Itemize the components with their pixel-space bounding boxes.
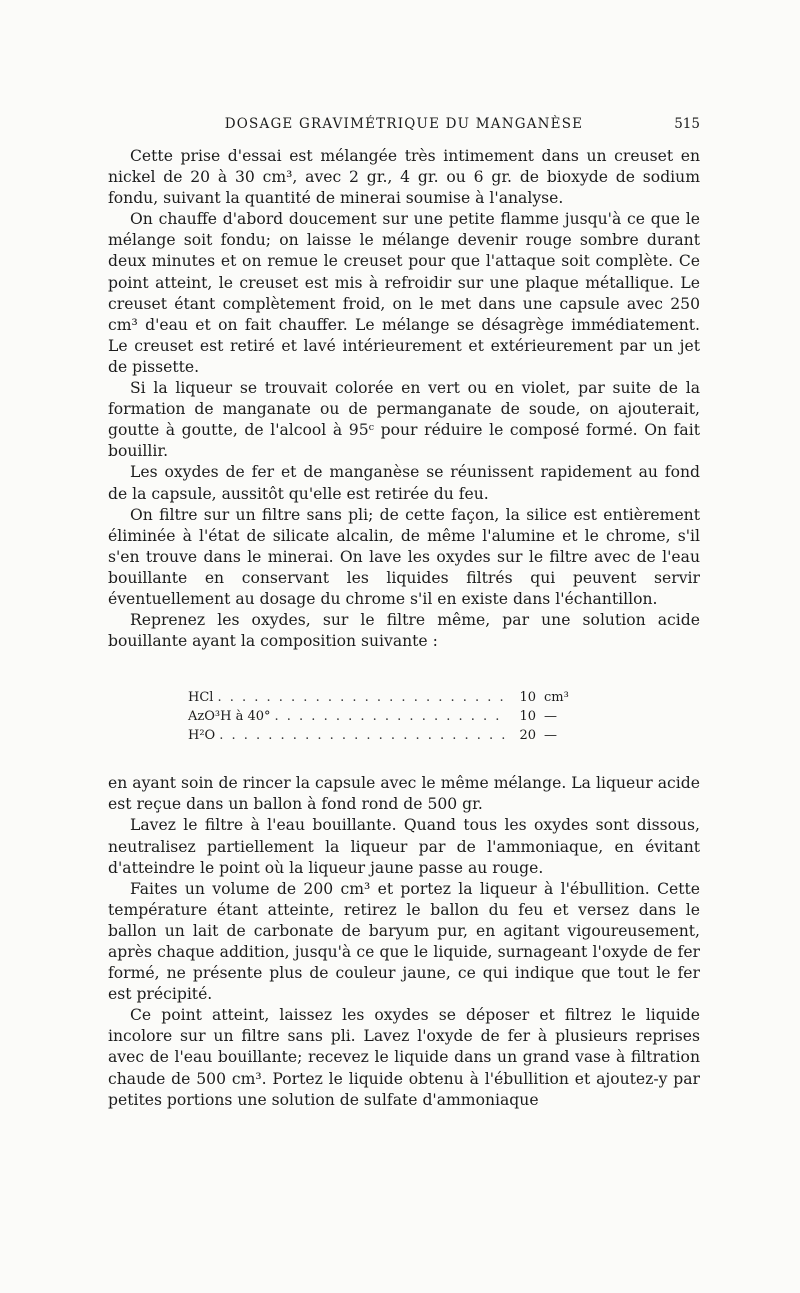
reagent-unit: —	[544, 728, 557, 744]
formula-row	[188, 726, 578, 745]
reagent-unit: cm³	[544, 690, 569, 706]
reagent-quantity: 20	[519, 728, 536, 744]
paragraph: Cette prise d'essai est mélangée très intimement dans un creuset en nickel de 20 à 30 cm³, avec 2 gr., 4 gr. ou 6 gr. de bioxyde de sodium fondu, suivant la quantité de minerai soumise à l'analyse.	[108, 147, 700, 208]
paragraph: Si la liqueur se trouvait colorée en vert ou en violet, par suite de la formation de manganate ou de permanganate de soude, on ajouterait, goutte à goutte, de l'alcool à 95ᶜ pour réduire le composé formé. On fait bouillir.	[108, 379, 700, 461]
reagent-unit: —	[544, 709, 557, 725]
paragraph: Reprenez les oxydes, sur le filtre même, par une solution acide bouillante ayant la composition suivante :	[108, 611, 700, 651]
formula-row	[188, 688, 578, 707]
paragraph: On chauffe d'abord doucement sur une petite flamme jusqu'à ce que le mélange soit fondu; on laisse le mélange devenir rouge sombre durant deux minutes et on remue le creuset pour que l'attaque soit complète. Ce point atteint, le creuset est mis à refroidir sur une plaque métallique. Le creuset étant complètement froid, on le met dans une capsule avec 250 cm³ d'eau et on fait chauffer. Le mélange se désagrège immédiatement. Le creuset est retiré et lavé intérieurement et extérieurement par un jet de pissette.	[108, 210, 700, 376]
acid-solution-formula	[188, 688, 578, 745]
paragraph: Lavez le filtre à l'eau bouillante. Quand tous les oxydes sont dissous, neutralisez partiellement la liqueur par de l'ammoniaque, en évitant d'atteindre le point où la liqueur jaune passe au rouge.	[108, 816, 700, 877]
formula-row	[188, 707, 578, 726]
reagent-name: AzO³H à 40°	[188, 709, 271, 725]
paragraph: Les oxydes de fer et de manganèse se réunissent rapidement au fond de la capsule, aussitôt qu'elle est retirée du feu.	[108, 463, 700, 503]
reagent-name: H²O	[188, 728, 216, 744]
reagent-quantity: 10	[519, 690, 536, 706]
running-head: DOSAGE GRAVIMÉTRIQUE DU MANGANÈSE	[224, 116, 584, 132]
reagent-name: HCl	[188, 690, 214, 706]
reagent-quantity: 10	[519, 709, 536, 725]
paragraph: On filtre sur un filtre sans pli; de cette façon, la silice est entièrement éliminée à l'état de silicate alcalin, de même l'alumine et le chrome, s'il s'en trouve dans le minerai. On lave les oxydes sur le filtre avec de l'eau bouillante en conservant les liquides filtrés qui peuvent servir éventuellement au dosage du chrome s'il en existe dans l'échantillon.	[108, 505, 700, 608]
page-number: 515	[674, 116, 700, 132]
page-header	[108, 116, 700, 136]
paragraph: Faites un volume de 200 cm³ et portez la liqueur à l'ébullition. Cette température étant atteinte, retirez le ballon du feu et versez dans le ballon un lait de carbonate de baryum pur, en agitant vigoureusement, après chaque addition, jusqu'à ce que le liquide, surnageant l'oxyde de fer formé, ne présente plus de couleur jaune, ce qui indique que tout le fer est précipité.	[108, 879, 700, 1004]
paragraph: Ce point atteint, laissez les oxydes se déposer et filtrez le liquide incolore sur un filtre sans pli. Lavez l'oxyde de fer à plusieurs reprises avec de l'eau bouillante; recevez le liquide dans un grand vase à filtration chaude de 500 cm³. Portez le liquide obtenu à l'ébullition et ajoutez-y par petites portions une solution de sulfate d'ammoniaque	[108, 1006, 700, 1109]
body-text	[108, 146, 700, 1111]
paragraph: en ayant soin de rincer la capsule avec le même mélange. La liqueur acide est reçue dans un ballon à fond rond de 500 gr.	[108, 774, 700, 814]
